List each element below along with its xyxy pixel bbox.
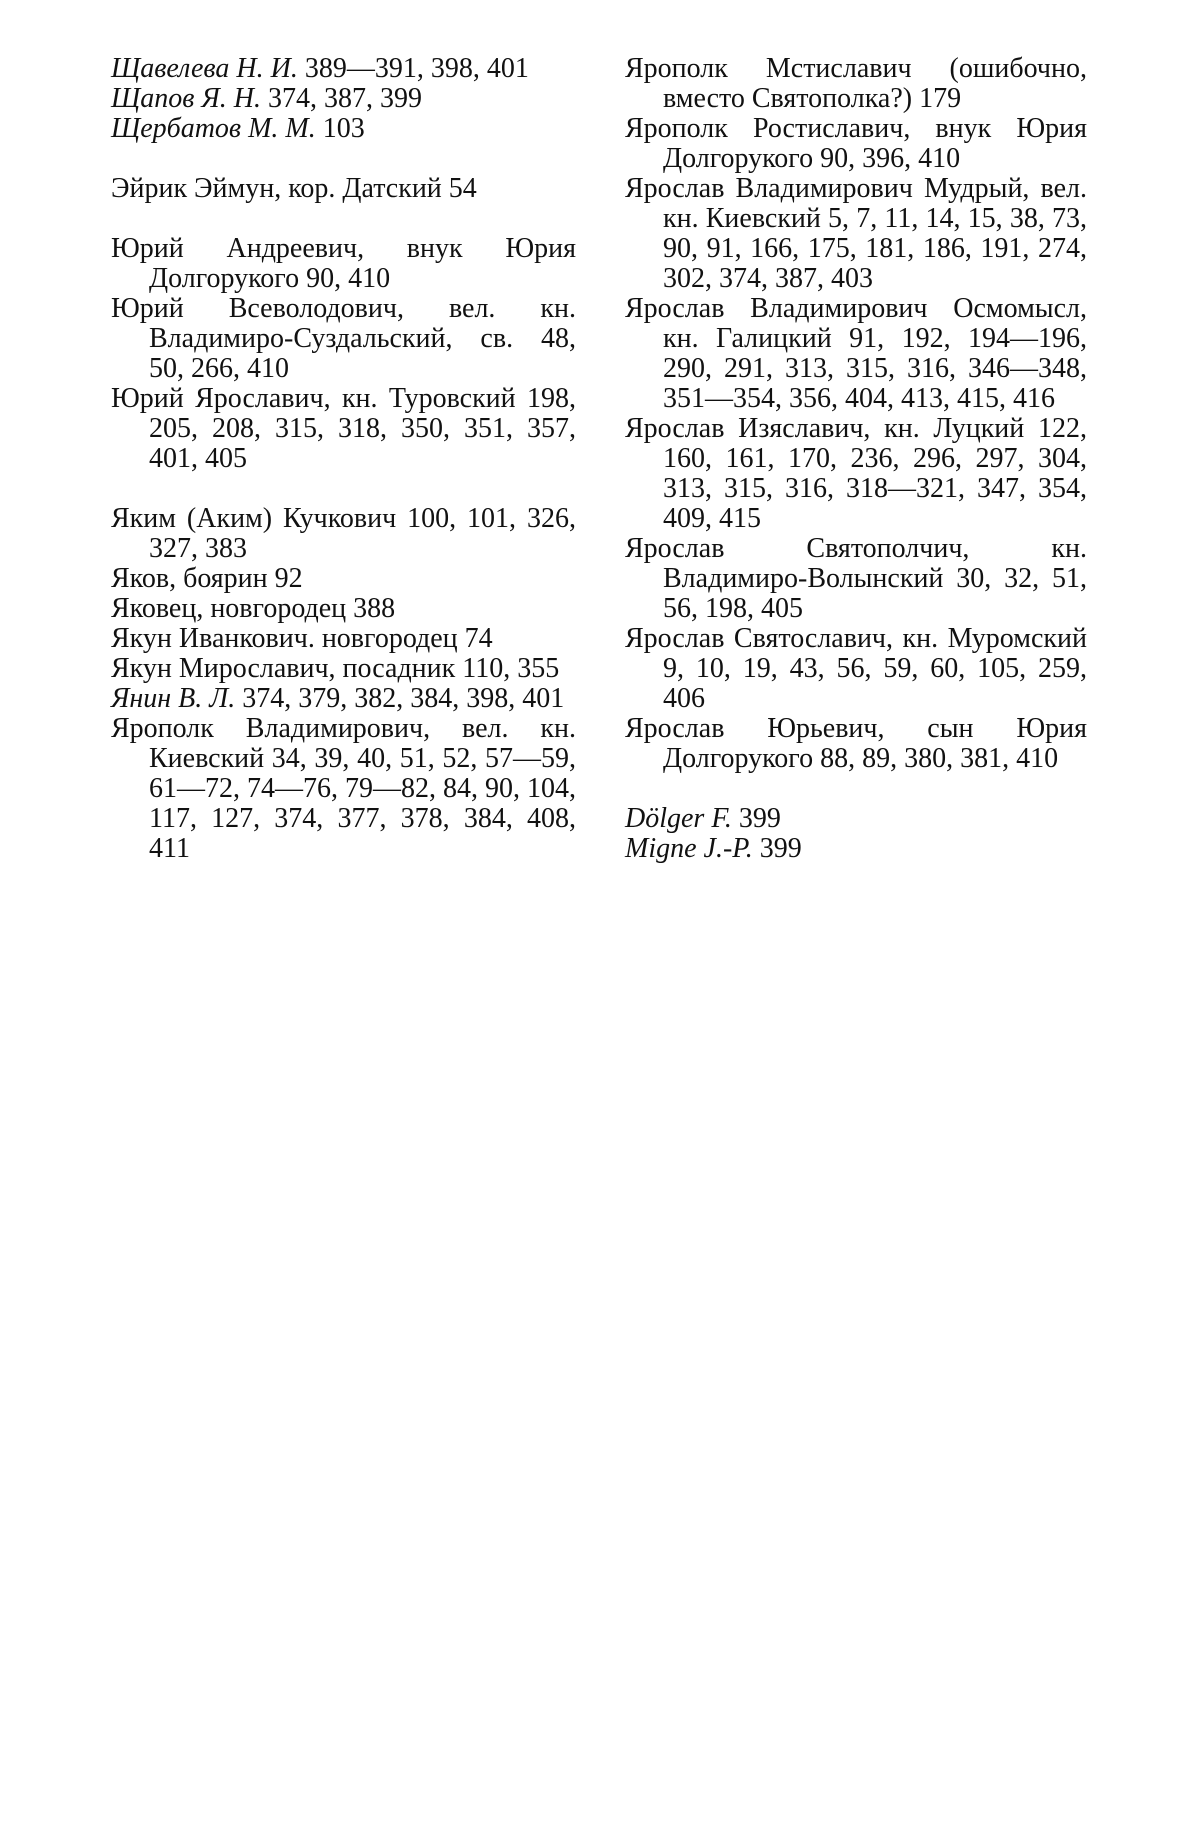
index-entry-name: Ярополк Мстиславич (ошибочно, вместо Святополка?) 179 — [625, 53, 1087, 114]
index-entry — [111, 174, 576, 204]
index-entry-pages: 374, 379, 382, 384, 398, 401 — [235, 683, 565, 714]
index-entry-name: Яким (Аким) Кучкович 100, 101, 326, 327, 383 — [111, 503, 576, 564]
index-entry — [111, 504, 576, 564]
index-entry-name: Ярополк Владимирович, вел. кн. Киевский 34, 39, 40, 51, 52, 57—59, 61—72, 74—76, 79—82, 84, 90, 104, 117, 127, 374, 377, 378, 384, 408, 411 — [111, 713, 576, 864]
index-entry — [111, 594, 576, 624]
index-entry-name: Якун Иванкович. новгородец 74 — [111, 623, 493, 654]
index-entry-pages: 103 — [315, 113, 365, 144]
index-entry-name: Ярослав Владимирович Осмомысл, кн. Галицкий 91, 192, 194—196, 290, 291, 313, 315, 316, 346—348, 351—354, 356, 404, 413, 415, 416 — [625, 293, 1087, 414]
index-entry-name: Migne J.-P. — [625, 833, 753, 864]
index-entry — [111, 294, 576, 384]
index-entry-name: Щапов Я. Н. — [111, 83, 261, 114]
index-entry — [111, 564, 576, 594]
index-entry-name: Dölger F. — [625, 803, 732, 834]
index-entry-name: Юрий Андреевич, внук Юрия Долгорукого 90, 410 — [111, 233, 576, 294]
index-entry-name: Эйрик Эймун, кор. Датский 54 — [111, 173, 477, 204]
index-entry-name: Ярослав Юрьевич, сын Юрия Долгорукого 88, 89, 380, 381, 410 — [625, 713, 1087, 774]
index-entry — [111, 234, 576, 294]
index-entry-name: Ярослав Святославич, кн. Муромский 9, 10, 19, 43, 56, 59, 60, 105, 259, 406 — [625, 623, 1087, 714]
index-entry — [625, 714, 1087, 774]
index-entry-pages: 389—391, 398, 401 — [297, 53, 529, 84]
index-entry — [111, 684, 576, 714]
index-entry-name: Щербатов М. М. — [111, 113, 316, 144]
index-entry-name: Ярослав Владимирович Мудрый, вел. кн. Киевский 5, 7, 11, 14, 15, 38, 73, 90, 91, 166, 175, 181, 186, 191, 274, 302, 374, 387, 403 — [625, 173, 1087, 294]
index-entry-pages: 399 — [731, 803, 781, 834]
index-entry — [111, 114, 576, 144]
index-entry-name: Яковец, новгородец 388 — [111, 593, 396, 624]
index-entry-name: Янин В. Л. — [111, 683, 236, 714]
index-entry-name: Ярослав Святополчич, кн. Владимиро-Волынский 30, 32, 51, 56, 198, 405 — [625, 533, 1087, 624]
index-entry — [111, 84, 576, 114]
right-column — [625, 54, 1087, 864]
index-entry — [625, 534, 1087, 624]
index-entry — [625, 174, 1087, 294]
index-entry-name: Юрий Всеволодович, вел. кн. Владимиро-Суздальский, св. 48, 50, 266, 410 — [111, 293, 576, 384]
index-entry-pages: 374, 387, 399 — [260, 83, 422, 114]
index-entry — [625, 804, 1087, 834]
index-entry-name: Яков, боярин 92 — [111, 563, 303, 594]
index-entry — [625, 414, 1087, 534]
index-entry — [625, 624, 1087, 714]
left-column — [111, 54, 576, 864]
index-entry — [625, 54, 1087, 114]
index-entry-name: Юрий Ярославич, кн. Туровский 198, 205, 208, 315, 318, 350, 351, 357, 401, 405 — [111, 383, 576, 474]
index-entry — [111, 654, 576, 684]
index-entry-name: Ярослав Изяславич, кн. Луцкий 122, 160, 161, 170, 236, 296, 297, 304, 313, 315, 316, 318—321, 347, 354, 409, 415 — [625, 413, 1087, 534]
index-entry — [625, 294, 1087, 414]
index-entry-name: Якун Мирославич, посадник 110, 355 — [111, 653, 560, 684]
index-entry — [111, 624, 576, 654]
index-entry — [111, 714, 576, 864]
index-entry — [111, 54, 576, 84]
index-entry — [625, 114, 1087, 174]
index-entry — [111, 384, 576, 474]
index-entry-pages: 399 — [752, 833, 802, 864]
index-entry-name: Щавелева Н. И. — [111, 53, 298, 84]
index-entry — [625, 834, 1087, 864]
index-entry-name: Ярополк Ростиславич, внук Юрия Долгорукого 90, 396, 410 — [625, 113, 1087, 174]
